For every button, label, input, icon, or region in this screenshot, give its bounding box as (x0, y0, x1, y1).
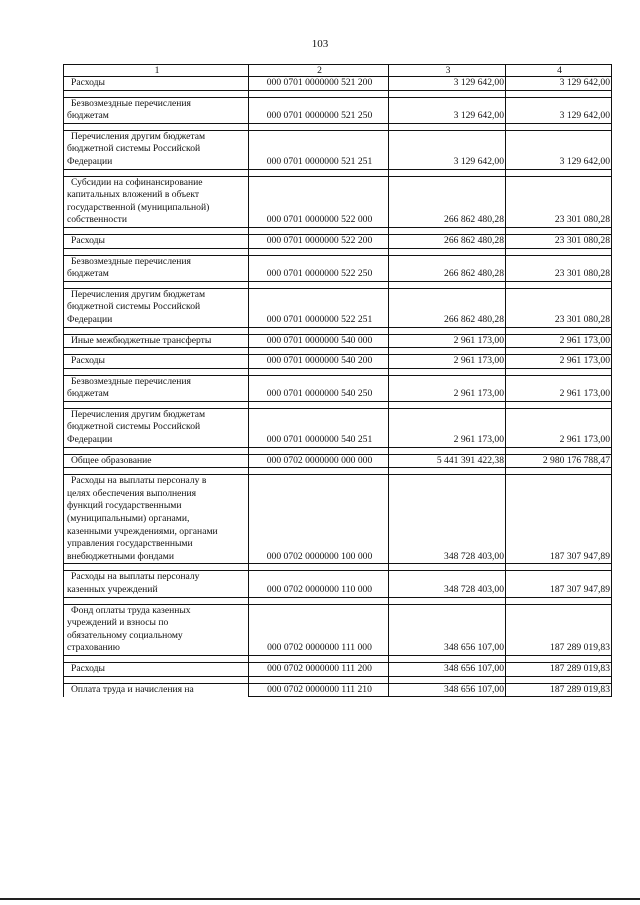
row-code-cell: 000 0702 0000000 000 000 (249, 454, 389, 468)
row-spacer (64, 401, 612, 408)
spacer-cell (506, 348, 612, 355)
row-code-cell: 000 0702 0000000 111 000 (249, 604, 389, 655)
row-name-line: Безвозмездные перечисления (71, 375, 191, 387)
row-spacer (64, 227, 612, 234)
row-name-line: Расходы (71, 77, 106, 88)
row-spacer (64, 169, 612, 176)
row-name-line: Иные межбюджетные трансферты (71, 334, 212, 346)
row-code-cell: 000 0701 0000000 522 200 (249, 234, 389, 248)
spacer-cell (249, 227, 389, 234)
row-name-cell (64, 176, 249, 227)
column-header-2: 2 (249, 65, 389, 77)
spacer-cell (249, 327, 389, 334)
spacer-cell (506, 227, 612, 234)
spacer-cell (506, 564, 612, 571)
row-name-line: казенных учреждений (67, 584, 158, 595)
row-name-cell (64, 234, 249, 248)
row-name-cell (64, 662, 249, 676)
spacer-cell (249, 468, 389, 475)
spacer-cell (64, 368, 249, 375)
row-value-col4: 23 301 080,28 (506, 234, 612, 248)
row-value-col3: 2 961 173,00 (389, 334, 506, 348)
row-name-cell (64, 571, 249, 597)
spacer-cell (389, 676, 506, 683)
row-name-line: (муниципальными) органами, (67, 513, 190, 525)
row-name-line: бюджетам (67, 110, 109, 122)
spacer-cell (249, 90, 389, 97)
spacer-cell (389, 655, 506, 662)
row-value-col4: 3 129 642,00 (506, 130, 612, 169)
spacer-cell (249, 564, 389, 571)
row-value-col4: 2 961 173,00 (506, 334, 612, 348)
row-name-line: бюджетной системы Российской (67, 421, 201, 433)
row-value-col3: 266 862 480,28 (389, 234, 506, 248)
row-value-col3: 2 961 173,00 (389, 375, 506, 401)
row-value-col3: 266 862 480,28 (389, 255, 506, 281)
spacer-cell (389, 468, 506, 475)
spacer-cell (506, 327, 612, 334)
table-row (64, 130, 612, 169)
spacer-cell (506, 90, 612, 97)
spacer-cell (64, 401, 249, 408)
spacer-cell (506, 248, 612, 255)
spacer-cell (64, 123, 249, 130)
row-name-line: целях обеспечения выполнения (67, 487, 197, 499)
column-header-3: 3 (389, 65, 506, 77)
spacer-cell (389, 327, 506, 334)
spacer-cell (389, 281, 506, 288)
spacer-cell (64, 227, 249, 234)
column-header-1: 1 (64, 65, 249, 77)
spacer-cell (389, 564, 506, 571)
row-value-col4: 2 961 173,00 (506, 355, 612, 369)
row-value-col4: 187 307 947,89 (506, 475, 612, 564)
row-value-col3: 2 961 173,00 (389, 408, 506, 447)
row-spacer (64, 123, 612, 130)
spacer-cell (389, 597, 506, 604)
page-number: 103 (311, 38, 329, 50)
row-code-cell: 000 0701 0000000 521 250 (249, 97, 389, 123)
row-name-cell (64, 475, 249, 564)
spacer-cell (64, 447, 249, 454)
row-name-line: государственной (муниципальной) (67, 201, 210, 213)
table-row (64, 334, 612, 348)
spacer-cell (506, 468, 612, 475)
row-name-line: собственности (67, 214, 128, 226)
row-code-cell: 000 0701 0000000 540 200 (249, 355, 389, 369)
row-value-col4: 23 301 080,28 (506, 288, 612, 327)
row-name-line: Расходы (71, 662, 106, 674)
spacer-cell (249, 281, 389, 288)
row-spacer (64, 447, 612, 454)
row-name-line: бюджетам (67, 388, 109, 400)
spacer-cell (389, 447, 506, 454)
spacer-cell (249, 676, 389, 683)
spacer-cell (389, 227, 506, 234)
table-body (64, 77, 612, 697)
row-code-cell: 000 0702 0000000 100 000 (249, 475, 389, 564)
row-name-line: казенными учреждениями, органами (67, 525, 218, 537)
column-header-4: 4 (506, 65, 612, 77)
spacer-cell (64, 169, 249, 176)
spacer-cell (64, 468, 249, 475)
row-value-col4: 23 301 080,28 (506, 176, 612, 227)
row-name-line: управления государственными (67, 538, 193, 550)
row-spacer (64, 281, 612, 288)
header-row (64, 65, 612, 77)
spacer-cell (389, 401, 506, 408)
row-value-col3: 348 656 107,00 (389, 683, 506, 697)
table-row (64, 288, 612, 327)
row-value-col4: 3 129 642,00 (506, 77, 612, 91)
row-code-cell: 000 0701 0000000 521 200 (249, 77, 389, 91)
row-value-col4: 187 307 947,89 (506, 571, 612, 597)
row-value-col3: 3 129 642,00 (389, 77, 506, 91)
spacer-cell (64, 597, 249, 604)
spacer-cell (389, 90, 506, 97)
row-code-cell: 000 0701 0000000 540 251 (249, 408, 389, 447)
row-code-cell: 000 0701 0000000 540 250 (249, 375, 389, 401)
row-value-col3: 5 441 391 422,38 (389, 454, 506, 468)
row-spacer (64, 348, 612, 355)
row-name-cell (64, 375, 249, 401)
row-name-line: Общее образование (71, 454, 152, 466)
row-code-cell: 000 0701 0000000 522 250 (249, 255, 389, 281)
spacer-cell (506, 123, 612, 130)
table-row (64, 355, 612, 369)
spacer-cell (389, 368, 506, 375)
row-spacer (64, 248, 612, 255)
row-name-line: Оплата труда и начисления на (71, 684, 194, 696)
row-name-line: Безвозмездные перечисления (71, 97, 191, 109)
row-spacer (64, 676, 612, 683)
row-name-line: обязательному социальному (67, 629, 183, 641)
row-spacer (64, 327, 612, 334)
row-name-line: Перечисления другим бюджетам (71, 130, 206, 142)
row-name-line: Перечисления другим бюджетам (71, 408, 206, 420)
table-row (64, 176, 612, 227)
row-spacer (64, 90, 612, 97)
row-name-line: бюджетной системы Российской (67, 301, 201, 313)
spacer-cell (389, 348, 506, 355)
spacer-cell (506, 676, 612, 683)
row-value-col3: 3 129 642,00 (389, 130, 506, 169)
table-row (64, 662, 612, 676)
spacer-cell (506, 447, 612, 454)
row-name-line: Перечисления другим бюджетам (71, 288, 206, 300)
row-value-col3: 348 656 107,00 (389, 604, 506, 655)
spacer-cell (389, 169, 506, 176)
row-name-line: Расходы на выплаты персоналу (71, 571, 200, 583)
row-name-cell (64, 334, 249, 348)
row-code-cell: 000 0702 0000000 111 200 (249, 662, 389, 676)
row-name-line: Расходы (71, 234, 106, 246)
row-value-col3: 348 728 403,00 (389, 475, 506, 564)
row-name-cell (64, 408, 249, 447)
spacer-cell (249, 169, 389, 176)
row-name-cell (64, 454, 249, 468)
row-code-cell: 000 0701 0000000 521 251 (249, 130, 389, 169)
budget-table (63, 64, 612, 697)
row-name-cell (64, 255, 249, 281)
spacer-cell (506, 655, 612, 662)
row-name-line: бюджетной системы Российской (67, 143, 201, 155)
table-row (64, 571, 612, 597)
row-name-cell (64, 77, 249, 91)
spacer-cell (249, 655, 389, 662)
spacer-cell (64, 564, 249, 571)
row-code-cell: 000 0701 0000000 522 000 (249, 176, 389, 227)
row-name-line: внебюджетными фондами (67, 550, 174, 562)
row-code-cell: 000 0702 0000000 110 000 (249, 571, 389, 597)
spacer-cell (249, 447, 389, 454)
row-name-line: Расходы на выплаты персоналу в (71, 475, 207, 487)
row-spacer (64, 368, 612, 375)
row-value-col3: 266 862 480,28 (389, 176, 506, 227)
row-name-cell (64, 683, 249, 697)
row-code-cell: 000 0701 0000000 522 251 (249, 288, 389, 327)
row-name-line: Безвозмездные перечисления (71, 255, 191, 267)
row-spacer (64, 597, 612, 604)
row-code-cell: 000 0702 0000000 111 210 (249, 683, 389, 697)
spacer-cell (506, 401, 612, 408)
row-value-col4: 187 289 019,83 (506, 604, 612, 655)
spacer-cell (389, 123, 506, 130)
row-value-col3: 2 961 173,00 (389, 355, 506, 369)
row-value-col3: 266 862 480,28 (389, 288, 506, 327)
spacer-cell (506, 368, 612, 375)
spacer-cell (64, 90, 249, 97)
row-name-line: бюджетам (67, 268, 109, 280)
table-row (64, 255, 612, 281)
spacer-cell (506, 169, 612, 176)
row-name-cell (64, 355, 249, 369)
spacer-cell (506, 281, 612, 288)
spacer-cell (249, 401, 389, 408)
table-row (64, 234, 612, 248)
row-value-col4: 187 289 019,83 (506, 683, 612, 697)
spacer-cell (506, 597, 612, 604)
row-name-line: Федерации (67, 313, 113, 325)
table-row (64, 604, 612, 655)
row-spacer (64, 468, 612, 475)
row-value-col4: 2 980 176 788,47 (506, 454, 612, 468)
spacer-cell (64, 281, 249, 288)
row-name-cell (64, 130, 249, 169)
spacer-cell (249, 597, 389, 604)
table-row (64, 454, 612, 468)
row-name-line: Субсидии на софинансирование (71, 176, 203, 188)
spacer-cell (249, 248, 389, 255)
table-row (64, 408, 612, 447)
spacer-cell (249, 368, 389, 375)
row-name-line: Фонд оплаты труда казенных (71, 604, 191, 616)
row-name-line: учреждений и взносы по (67, 617, 169, 629)
row-name-cell (64, 97, 249, 123)
row-value-col3: 348 728 403,00 (389, 571, 506, 597)
row-name-line: Федерации (67, 434, 113, 446)
row-value-col3: 348 656 107,00 (389, 662, 506, 676)
row-name-line: функций государственными (67, 500, 182, 512)
table-row (64, 475, 612, 564)
spacer-cell (64, 348, 249, 355)
row-name-cell (64, 604, 249, 655)
row-spacer (64, 655, 612, 662)
row-spacer (64, 564, 612, 571)
row-value-col4: 187 289 019,83 (506, 662, 612, 676)
table-row (64, 97, 612, 123)
spacer-cell (64, 327, 249, 334)
spacer-cell (249, 348, 389, 355)
spacer-cell (64, 676, 249, 683)
row-value-col4: 23 301 080,28 (506, 255, 612, 281)
row-value-col4: 3 129 642,00 (506, 97, 612, 123)
row-name-line: капитальных вложений в объект (67, 189, 200, 201)
table-row (64, 375, 612, 401)
row-value-col4: 2 961 173,00 (506, 375, 612, 401)
row-name-line: Федерации (67, 155, 113, 167)
table-row (64, 683, 612, 697)
row-code-cell: 000 0701 0000000 540 000 (249, 334, 389, 348)
spacer-cell (249, 123, 389, 130)
spacer-cell (64, 248, 249, 255)
row-value-col4: 2 961 173,00 (506, 408, 612, 447)
row-name-line: страхованию (67, 642, 120, 654)
spacer-cell (64, 655, 249, 662)
table-row (64, 77, 612, 91)
spacer-cell (389, 248, 506, 255)
row-name-cell (64, 288, 249, 327)
row-name-line: Расходы (71, 355, 106, 367)
page-bottom-rule (0, 898, 640, 900)
row-value-col3: 3 129 642,00 (389, 97, 506, 123)
